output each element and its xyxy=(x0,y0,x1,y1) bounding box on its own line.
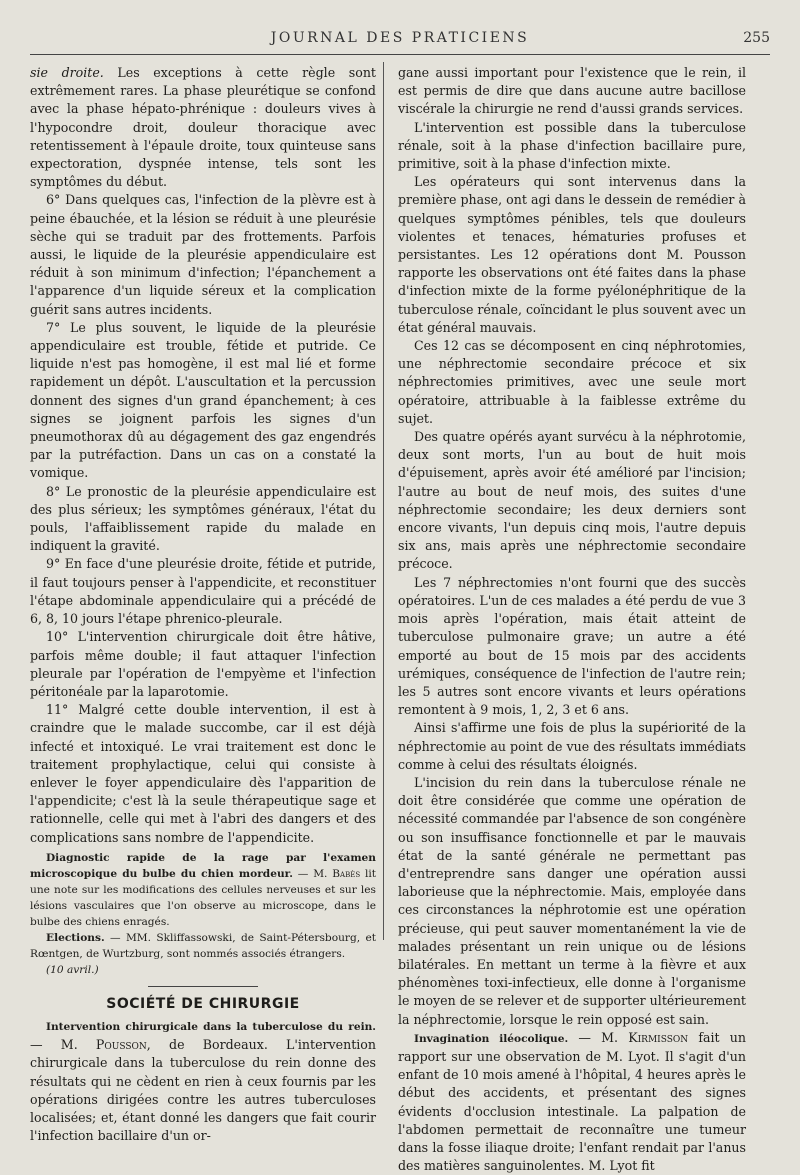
news-item-title: Diagnostic rapide de la rage par l'examen microscopique du bulbe du chien mordeur. xyxy=(30,851,376,880)
paragraph: Des quatre opérés ayant survécu à la néphrotomie, deux sont morts, l'un au bout de huit mois d'épuisement, après avoir été amélioré par l'incision; l'autre au bout de neuf mois, des suites d'une néphrectomie secondaire; les deux derniers sont encore vivants, l'un depuis cinq mois, l'autre depuis six ans, mais après une néphrectomie secondaire précoce. xyxy=(398,429,746,572)
dash: — M. xyxy=(568,1029,629,1045)
paragraph: 7° Le plus souvent, le liquide de la pleurésie appendiculaire est trouble, fétide et putride. Ce liquide n'est pas homogène, il est mal lié et forme rapidement un dépôt. L'auscultation et la percussion donnent des signes d'un grand épanchement; à ces signes se joignent parfois les signes d'un pneumothorax dû au dégagement des gaz engendrés par la putréfaction. Dans un cas on a constaté la vomique. xyxy=(30,319,376,481)
dash: — M. xyxy=(292,867,333,880)
news-item-title: Elections. xyxy=(46,931,105,944)
article-title: Intervention chirurgicale dans la tuberculose du rein. xyxy=(46,1020,376,1033)
paragraph: 9° En face d'une pleurésie droite, fétide et putride, il faut toujours penser à l'appendicite, et reconstituer l'étape abdominale appendiculaire qui a précédé de 6, 8, 10 jours l'étape phrenico-pleurale. xyxy=(30,556,376,627)
left-column xyxy=(30,64,376,1145)
news-item-elections xyxy=(30,930,376,962)
paragraph-start: sie droite. xyxy=(30,65,104,80)
paragraph: L'incision du rein dans la tuberculose rénale ne doit être considérée que comme une opération de nécessité commandée par l'absence de son congénère ou son insuffisance fonctionnelle et par le mauvais état de la santé générale ne permettant pas d'entreprendre sans danger une opération aussi laborieuse que la néphrectomie. Mais, employée dans ces circonstances la néphrotomie est une opération précieuse, qui peut sauver momentanément la vie de malades présentant un rein unique ou de lésions bilatérales. En mettant un terme à la fièvre et aux phénomènes toxi-infectieux, elle donne à l'organisme le moyen de se relever et de supporter ultérieurement la néphrectomie, lorsque le rein opposé est sain. xyxy=(398,774,746,1027)
paragraph: Les opérateurs qui sont intervenus dans la première phase, ont agi dans le dessein de remédier à quelques symptômes pénibles, tels que douleurs violentes et tenaces, hématuries profuses et persistantes. Les 12 opérations dont M. Pousson rapporte les observations ont été faites dans la phase d'infection mixte de la forme pyélonéphritique de la tuberculose rénale, coïncidant le plus souvent avec un état général mauvais. xyxy=(398,174,746,335)
journal-title: JOURNAL DES PRATICIENS xyxy=(270,30,530,46)
author-name: Pousson xyxy=(95,1037,147,1053)
news-item-rabies xyxy=(30,850,376,930)
article-intervention xyxy=(30,1017,376,1145)
page-number: 255 xyxy=(743,30,770,46)
session-date: (10 avril.) xyxy=(46,963,99,976)
author-name: Kirmisson xyxy=(628,1029,689,1045)
page-header xyxy=(30,28,770,55)
author-name: Babès xyxy=(332,867,361,880)
section-rule xyxy=(148,986,258,987)
paragraph: 6° Dans quelques cas, l'infection de la plèvre est à peine ébauchée, et la lésion se réduit à une pleurésie sèche qui se traduit par des frottements. Parfois aussi, le liquide de la pleurésie appendiculaire est réduit à son minimum d'infection; l'épanchement a l'apparence d'un liquide séreux et la complication guérit sans autres incidents. xyxy=(30,192,376,317)
paragraph: Les 7 néphrectomies n'ont fourni que des succès opératoires. L'un de ces malades a été perdu de vue 3 mois après l'opération, mais était atteint de tuberculose pulmonaire grave; un autre a été emporté au bout de 15 mois par des accidents urémiques, conséquence de l'infection de l'autre rein; les 5 autres sont encore vivants et leurs opérations remontent à 9 mois, 1, 2, 3 et 6 ans. xyxy=(398,574,746,718)
section-title: SOCIÉTÉ DE CHIRURGIE xyxy=(106,995,300,1012)
paragraph xyxy=(30,64,376,191)
paragraph: 10° L'intervention chirurgicale doit être hâtive, parfois même double; il faut attaquer l'infection pleurale par l'opération de l'empyème et l'infection péritonéale par la laparotomie. xyxy=(30,629,376,699)
paragraph: gane aussi important pour l'existence que le rein, il est permis de dire que dans aucune autre bacillose viscérale la chirurgie ne rend d'aussi grands services. xyxy=(398,65,746,117)
paragraph: Ainsi s'affirme une fois de plus la supériorité de la néphrectomie au point de vue des résultats immédiats comme à celui des résultats éloignés. xyxy=(398,720,746,772)
right-column xyxy=(398,64,746,1175)
dash: — M. xyxy=(30,1037,96,1053)
article-invagination xyxy=(398,1029,746,1175)
paragraph: Ces 12 cas se décomposent en cinq néphrotomies, une néphrectomie secondaire précoce et six néphrectomies primitives, avec une seule mort opératoire, attribuable à la faiblesse extrême du sujet. xyxy=(398,338,746,426)
news-item-text: — MM. Skliffassowski, de Saint-Pétersbourg, et Rœntgen, de Wurtzburg, sont nommés associés étrangers. xyxy=(30,931,376,960)
column-divider xyxy=(383,62,384,940)
paragraph: 11° Malgré cette double intervention, il est à craindre que le malade succombe, car il est déjà infecté et intoxiqué. Le vrai traitement est donc le traitement prophylactique, celui qui consiste à enlever le foyer appendiculaire dès l'apparition de l'appendicite; c'est là la seule thérapeutique sage et rationnelle, celle qui met à l'abri des dangers et des complications sans nombre de l'appendicite. xyxy=(30,702,376,845)
article-text: fait un rapport sur une observation de M. Lyot. Il s'agit d'un enfant de 10 mois amené à l'hôpital, 4 heures après le début des accidents, et présentant des signes évidents d'occlusion intestinale. La palpation de l'abdomen permettait de reconnaître une tumeur dans la fosse iliaque droite; l'enfant rendait par l'anus des matières sanguinolentes. M. Lyot fit xyxy=(398,1029,746,1174)
paragraph: 8° Le pronostic de la pleurésie appendiculaire est des plus sérieux; les symptômes généraux, l'état du pouls, l'affaiblissement rapide du malade en indiquent la gravité. xyxy=(30,483,376,554)
article-text: , de Bordeaux. L'intervention chirurgicale dans la tuberculose du rein donne des résultats qui ne cèdent en rien à ceux fournis par les opérations dirigées contre les autres tuberculoses localisées; et, étant donné les dangers que fait courir l'infection bacillaire d'un or- xyxy=(30,1037,376,1144)
article-title: Invagination iléocolique. xyxy=(414,1032,569,1045)
paragraph-text: Les exceptions à cette règle sont extrêmement rares. La phase pleurétique se confond avec la phase hépato-phrénique : douleurs vives à l'hypocondre droit, douleur thoracique avec retentissement à l'épaule droite, toux quinteuse sans expectoration, dyspnée intense, tels sont les symptômes du début. xyxy=(30,65,376,190)
paragraph: L'intervention est possible dans la tuberculose rénale, soit à la phase d'infection bacillaire pure, primitive, soit à la phase d'infection mixte. xyxy=(398,119,746,172)
news-item-text: lit une note sur les modifications des cellules nerveuses et sur les lésions vasculaires que l'on observe au microscope, dans le bulbe des chiens enragés. xyxy=(30,867,376,928)
